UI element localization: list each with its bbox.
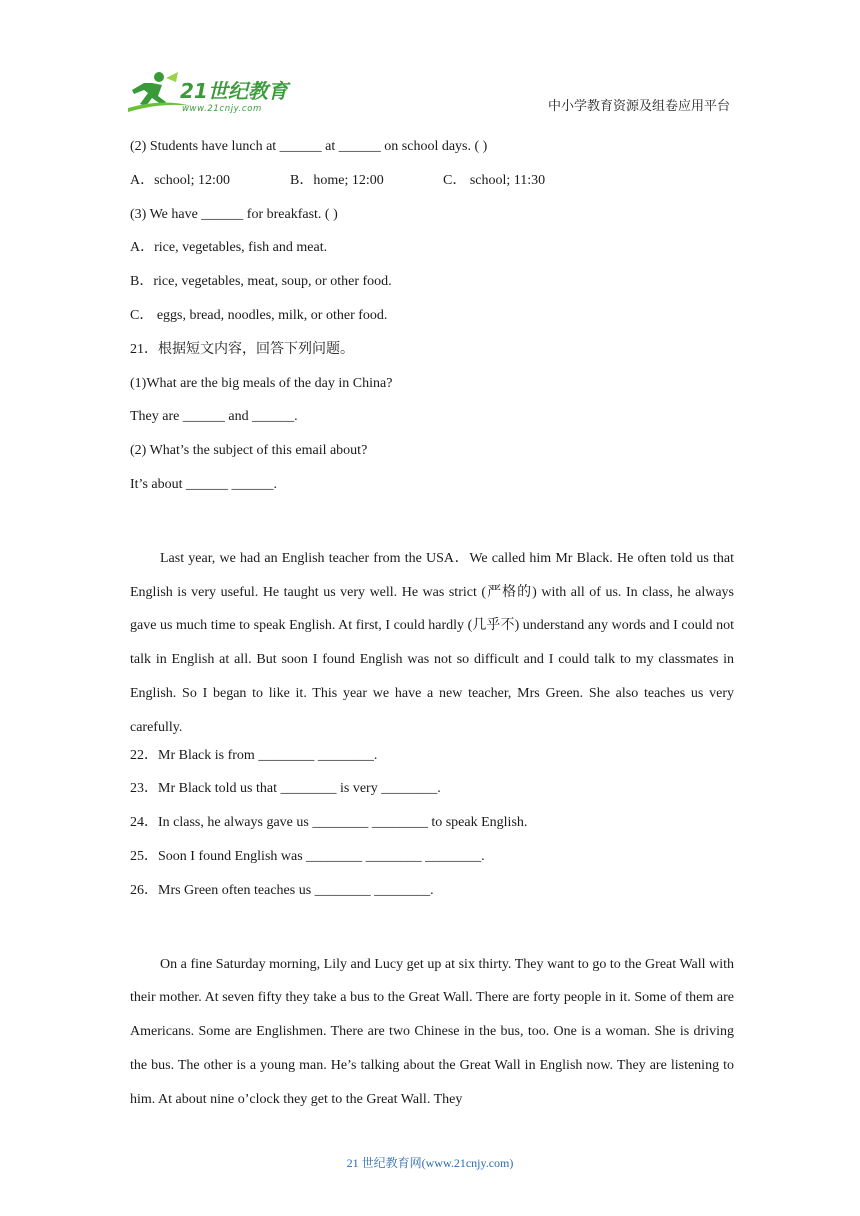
option-c: C． eggs, bread, noodles, milk, or other food. xyxy=(130,307,388,323)
spacer xyxy=(130,508,734,542)
option-a: A．school; 12:00 xyxy=(130,172,230,188)
question-26: 26．Mrs Green often teaches us ________ ________. xyxy=(130,882,434,898)
logo-text: 21世纪教育 xyxy=(180,79,288,103)
question-20-2: (2) Students have lunch at ______ at ______ on school days. ( ) xyxy=(130,139,488,154)
question-20-2-options xyxy=(130,170,734,204)
option-a: A．rice, vegetables, fish and meat. xyxy=(130,240,328,256)
option-b: B．rice, vegetables, meat, soup, or other food. xyxy=(130,274,392,290)
answer-21-2: It’s about ______ ______. xyxy=(130,476,277,492)
header-tagline: 中小学教育资源及组卷应用平台 xyxy=(547,99,730,114)
page-footer: 21 世纪教育网(www.21cnjy.com) xyxy=(346,1156,514,1170)
question-23: 23．Mr Black told us that ________ is very ________. xyxy=(130,781,441,797)
document-body xyxy=(130,136,734,1117)
question-21-title: 21．根据短文内容，回答下列问题。 xyxy=(130,341,354,357)
logo xyxy=(122,68,292,116)
option-b: B．home; 12:00 xyxy=(290,172,384,188)
question-20-3: (3) We have ______ for breakfast. ( ) xyxy=(130,206,338,222)
question-24: 24．In class, he always gave us ________ ________ to speak English. xyxy=(130,815,528,831)
question-21-1: (1)What are the big meals of the day in China? xyxy=(130,375,393,391)
answer-21-1: They are ______ and ______. xyxy=(130,409,298,425)
question-25: 25．Soon I found English was ________ ________ ________. xyxy=(130,848,485,864)
option-c: C． school; 11:30 xyxy=(443,172,546,188)
reading-passage-1: Last year, we had an English teacher from the USA．We called him Mr Black. He often told us that English is very useful. He taught us very well. He was strict (严格的) with all of us. In class, he always gave us much time to speak English. At first, I could hardly (几乎不) understand any words and I could not talk in English at all. But soon I found English was not so difficult and I could talk to my classmates in English. So I began to like it. This year we have a new teacher, Mrs Green. She also teaches us very carefully. xyxy=(130,550,734,735)
spacer xyxy=(130,914,734,948)
reading-passage-2: On a fine Saturday morning, Lily and Lucy get up at six thirty. They want to go to the Great Wall with their mother. At seven fifty they take a bus to the Great Wall. There are forty people in it. Some of them are Americans. Some are Englishmen. There are two Chinese in the bus, too. One is a woman. She is driving the bus. The other is a young man. He’s talking about the Great Wall in English now. They are listening to him. At about nine o’clock they get to the Great Wall. They xyxy=(130,956,734,1107)
logo-url: www.21cnjy.com xyxy=(182,104,262,114)
question-21-2: (2) What’s the subject of this email about? xyxy=(130,443,368,459)
question-22: 22．Mr Black is from ________ ________. xyxy=(130,747,378,763)
